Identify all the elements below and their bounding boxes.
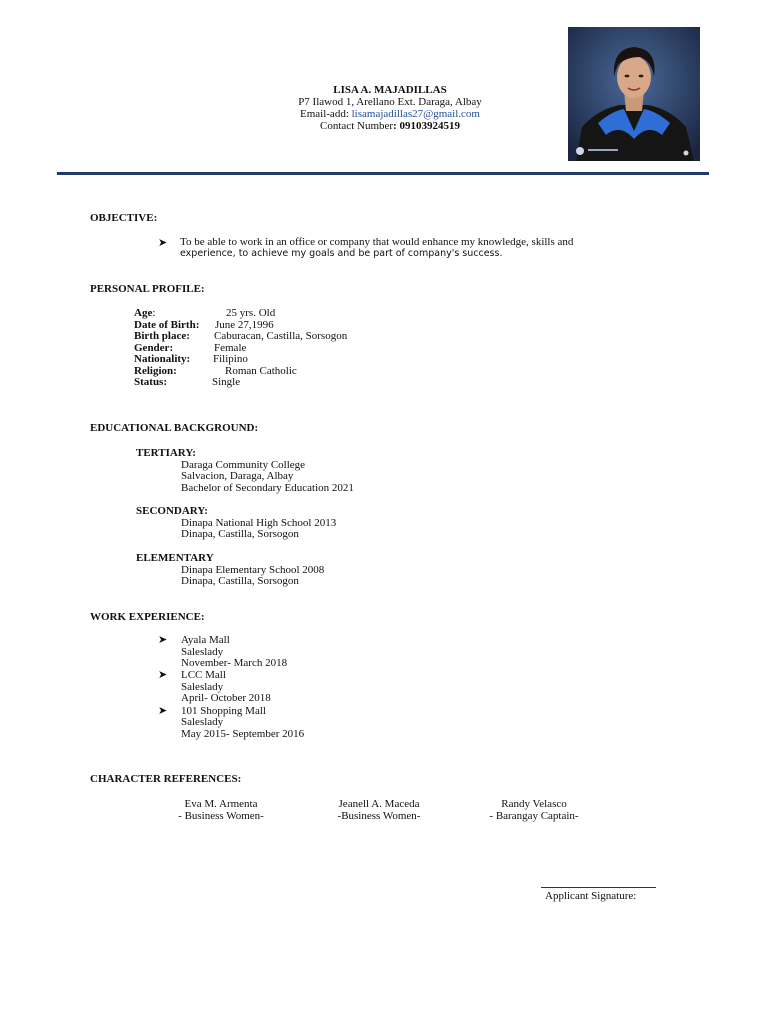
tertiary-heading: TERTIARY: — [136, 447, 196, 459]
profile-photo — [568, 27, 700, 161]
job-place: Ayala Mall — [181, 634, 230, 646]
profile-label: Age — [134, 307, 153, 319]
profile-label: Gender: — [134, 342, 174, 354]
job-period: April- October 2018 — [181, 692, 271, 704]
secondary-line: Dinapa, Castilla, Sorsogon — [181, 528, 299, 540]
job-role: Saleslady — [181, 646, 224, 658]
reference-name: Jeanell A. Maceda — [338, 798, 420, 810]
elementary-line: Dinapa, Castilla, Sorsogon — [181, 575, 299, 587]
arrow-bullet-icon: ➤ — [158, 669, 168, 681]
profile-value: Filipino — [213, 353, 248, 365]
elementary-heading: ELEMENTARY — [136, 552, 214, 564]
profile-row-birthplace — [134, 330, 348, 342]
job-period: November- March 2018 — [181, 657, 288, 669]
tertiary-line: Daraga Community College — [181, 459, 306, 471]
profile-label: Date of Birth: — [134, 319, 200, 331]
profile-label: Nationality: — [134, 353, 191, 365]
contact-label: Contact Number — [320, 120, 394, 132]
objective-line-2: experience, to achieve my goals and be part of company's success. — [180, 248, 503, 259]
resume-header — [190, 84, 590, 132]
profile-value: Caburacan, Castilla, Sorsogon — [214, 330, 348, 342]
header-divider — [57, 172, 709, 175]
secondary-heading: SECONDARY: — [136, 505, 208, 517]
profile-value: Single — [212, 376, 241, 388]
applicant-name: LISA A. MAJADILLAS — [333, 84, 447, 96]
contact-line — [190, 120, 590, 132]
arrow-bullet-icon: ➤ — [158, 634, 168, 646]
job-role: Saleslady — [181, 681, 224, 693]
signature-line — [541, 887, 656, 888]
signature-label: Applicant Signature: — [545, 890, 637, 902]
job-role: Saleslady — [181, 716, 224, 728]
profile-value: 25 yrs. Old — [226, 307, 276, 319]
job-place: LCC Mall — [181, 669, 226, 681]
profile-sep: : — [152, 307, 156, 319]
email-link[interactable]: lisamajadillas27@gmail.com — [351, 108, 480, 120]
job-place: 101 Shopping Mall — [181, 705, 266, 717]
profile-value: June 27,1996 — [215, 319, 274, 331]
references-heading: CHARACTER REFERENCES: — [90, 773, 242, 785]
reference-item — [459, 798, 609, 822]
work-experience-heading: WORK EXPERIENCE: — [90, 611, 205, 623]
profile-label: Religion: — [134, 365, 177, 377]
profile-label: Birth place: — [134, 330, 190, 342]
objective-heading: OBJECTIVE: — [90, 212, 158, 224]
reference-role: -Business Women- — [337, 810, 421, 822]
arrow-bullet-icon: ➤ — [158, 237, 168, 249]
profile-value: Roman Catholic — [225, 365, 297, 377]
education-heading: EDUCATIONAL BACKGROUND: — [90, 422, 259, 434]
contact-number: : 09103924519 — [393, 120, 460, 132]
personal-profile-heading: PERSONAL PROFILE: — [90, 283, 205, 295]
objective-text — [180, 236, 650, 260]
job-period: May 2015- September 2016 — [181, 728, 305, 740]
profile-label: Status: — [134, 376, 168, 388]
arrow-bullet-icon: ➤ — [158, 705, 168, 717]
email-label: Email-add: — [300, 108, 352, 120]
tertiary-line: Salvacion, Daraga, Albay — [181, 470, 294, 482]
reference-item — [304, 798, 454, 822]
reference-role: - Barangay Captain- — [489, 810, 579, 822]
objective-line-1: To be able to work in an office or company that would enhance my knowledge, skills and — [180, 236, 574, 248]
profile-row-nationality — [134, 353, 248, 365]
elementary-line: Dinapa Elementary School 2008 — [181, 564, 325, 576]
reference-name: Eva M. Armenta — [184, 798, 258, 810]
email-line — [190, 108, 590, 120]
secondary-line: Dinapa National High School 2013 — [181, 517, 337, 529]
profile-row-age — [134, 307, 276, 319]
tertiary-line: Bachelor of Secondary Education 2021 — [181, 482, 354, 494]
profile-value: Female — [214, 342, 247, 354]
reference-role: - Business Women- — [178, 810, 264, 822]
reference-item — [146, 798, 296, 822]
address: P7 Ilawod 1, Arellano Ext. Daraga, Albay — [298, 96, 482, 108]
profile-row-status — [134, 376, 241, 388]
reference-name: Randy Velasco — [501, 798, 567, 810]
